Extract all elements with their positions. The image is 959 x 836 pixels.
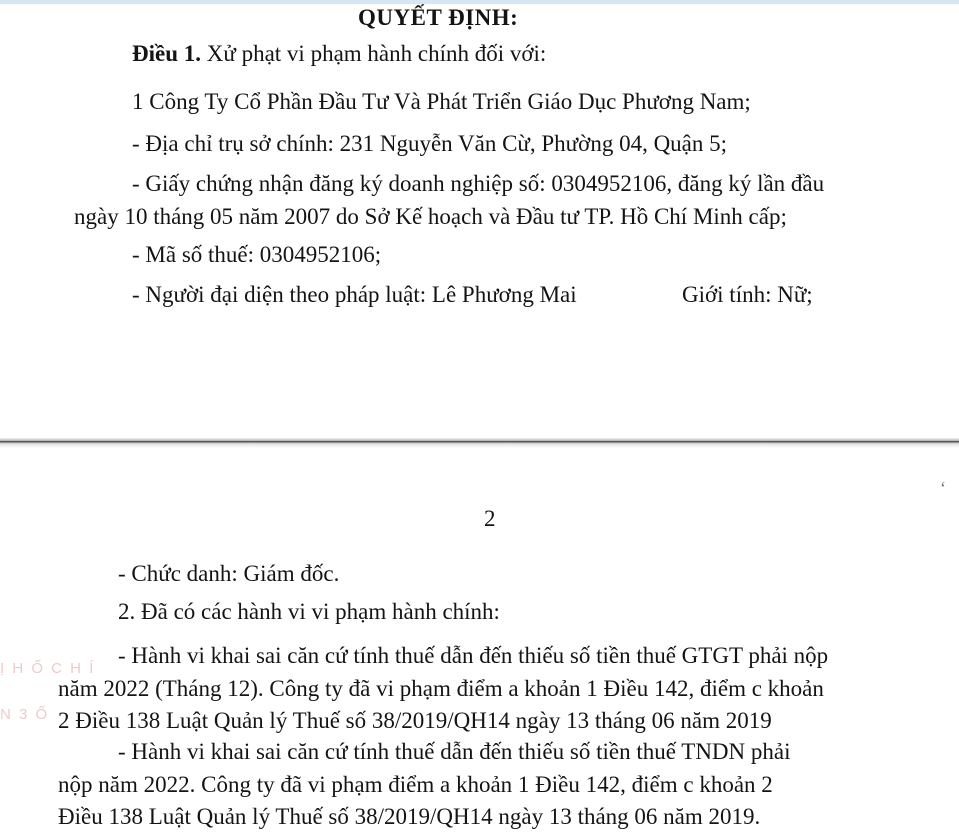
article-label: Điều 1. (132, 41, 201, 66)
gender: Giới tính: Nữ; (682, 282, 813, 307)
violation-1-line-2: năm 2022 (Tháng 12). Công ty đã vi phạm điểm a khoản 1 Điều 142, điểm c khoản (58, 676, 824, 701)
violation-2-line-3: Điều 138 Luật Quản lý Thuế số 38/2019/QH14 ngày 13 tháng 06 năm 2019. (58, 804, 761, 829)
article-1-heading (132, 40, 546, 68)
violation-2-line-1: - Hành vi khai sai căn cứ tính thuế dẫn đến thiếu số tiền thuế TNDN phải (118, 739, 791, 764)
position-title: - Chức danh: Giám đốc. (118, 561, 340, 586)
article-text: Xử phạt vi phạm hành chính đối với: (206, 41, 547, 66)
certificate-line-1: - Giấy chứng nhận đăng ký doanh nghiệp số: 0304952106, đăng ký lần đầu (132, 171, 825, 196)
decision-title: QUYẾT ĐỊNH: (358, 5, 519, 30)
red-stamp-imprint: Ị H Ố C H Í (0, 660, 96, 677)
violation-2-line-2: nộp năm 2022. Công ty đã vi phạm điểm a khoản 1 Điều 142, điểm c khoản 2 (58, 772, 773, 797)
violation-1-line-3: 2 Điều 138 Luật Quản lý Thuế số 38/2019/QH14 ngày 13 tháng 06 năm 2019 (58, 708, 772, 733)
red-stamp-imprint-2: N 3 Ố (0, 706, 50, 723)
violation-1-line-1: - Hành vi khai sai căn cứ tính thuế dẫn đến thiếu số tiền thuế GTGT phải nộp (118, 643, 829, 668)
scan-mark: ʻ (940, 478, 946, 498)
tax-code: - Mã số thuế: 0304952106; (132, 242, 382, 267)
page-separator-shadow (0, 444, 959, 448)
item-1-company: 1 Công Ty Cổ Phần Đầu Tư Và Phát Triển Giáo Dục Phương Nam; (132, 89, 751, 114)
company-address: - Địa chỉ trụ sở chính: 231 Nguyễn Văn Cừ, Phường 04, Quận 5; (132, 131, 728, 156)
legal-representative: - Người đại diện theo pháp luật: Lê Phương Mai (132, 282, 577, 307)
certificate-line-2: ngày 10 tháng 05 năm 2007 do Sở Kế hoạch và Đầu tư TP. Hồ Chí Minh cấp; (74, 204, 787, 229)
page-number: 2 (484, 506, 496, 531)
item-2-heading: 2. Đã có các hành vi vi phạm hành chính: (118, 599, 500, 624)
